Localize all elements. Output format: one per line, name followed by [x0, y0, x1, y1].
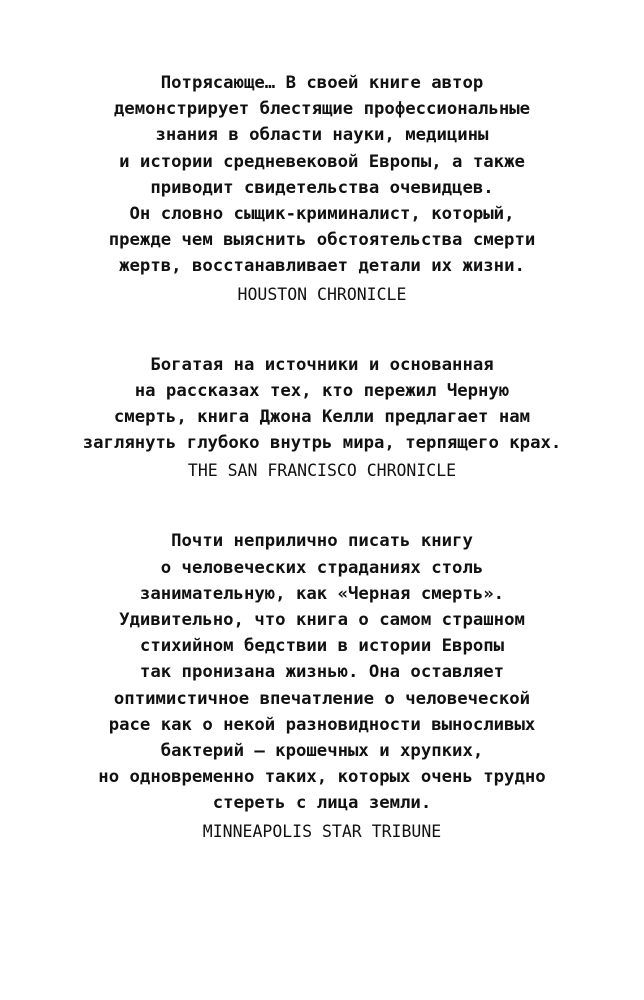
- quote-line: так пронизана жизнью. Она оставляет: [139, 662, 505, 683]
- review-source: MINNEAPOLIS STAR TRIBUNE: [202, 821, 442, 841]
- review-source: THE SAN FRANCISCO CHRONICLE: [187, 461, 457, 481]
- review-minneapolis-star-tribune: [0, 528, 644, 843]
- quote-line: но одновременно таких, которых очень трудно: [98, 767, 546, 788]
- quote-line: Он словно сыщик-криминалист, который,: [129, 204, 515, 225]
- review-quote: [0, 70, 644, 280]
- reviews-page: [0, 70, 644, 844]
- quote-line: Удивительно, что книга о самом страшном: [119, 610, 525, 631]
- quote-line: жертв, восстанавливает детали их жизни.: [119, 256, 525, 277]
- quote-line: расе как о некой разновидности выносливых: [108, 714, 536, 735]
- quote-line: занимательную, как «Черная смерть».: [139, 583, 505, 604]
- quote-line: Почти неприлично писать книгу: [171, 531, 473, 552]
- quote-line: бактерий — крошечных и хрупких,: [160, 741, 484, 762]
- review-san-francisco-chronicle: [0, 352, 644, 484]
- quote-line: оптимистичное впечатление о человеческой: [113, 688, 531, 709]
- quote-line: и истории средневековой Европы, а также: [119, 151, 525, 172]
- quote-line: демонстрирует блестящие профессиональные: [113, 99, 531, 120]
- review-houston-chronicle: [0, 70, 644, 307]
- review-quote: [0, 528, 644, 816]
- quote-line: заглянуть глубоко внутрь мира, терпящего крах.: [82, 433, 562, 454]
- quote-line: о человеческих страданиях столь: [160, 557, 484, 578]
- review-source: HOUSTON CHRONICLE: [237, 284, 407, 304]
- quote-line: прежде чем выяснить обстоятельства смерти: [108, 230, 536, 251]
- quote-line: стереть с лица земли.: [212, 793, 432, 814]
- review-quote: [0, 352, 644, 457]
- quote-line: на рассказах тех, кто пережил Черную: [134, 380, 510, 401]
- quote-line: стихийном бедствии в истории Европы: [139, 636, 505, 657]
- quote-line: знания в области науки, медицины: [155, 125, 489, 146]
- quote-line: Богатая на источники и основанная: [150, 354, 494, 375]
- quote-line: смерть, книга Джона Келли предлагает нам: [113, 407, 531, 428]
- quote-line: Потрясающе… В своей книге автор: [160, 73, 484, 93]
- quote-line: приводит свидетельства очевидцев.: [150, 177, 494, 198]
